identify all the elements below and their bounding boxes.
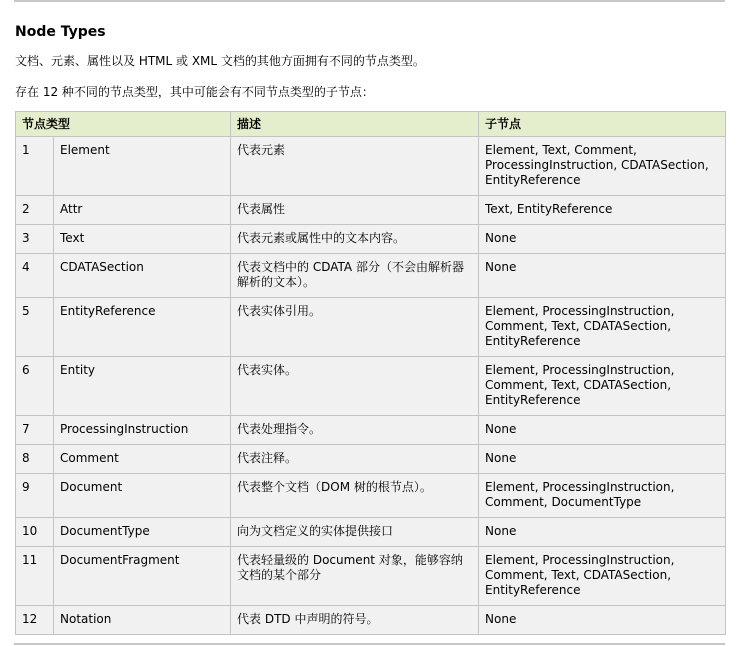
count-paragraph: 存在 12 种不同的节点类型，其中可能会有不同节点类型的子节点： [15,85,374,99]
row-description: 代表元素或属性中的文本内容。 [231,225,479,254]
section-heading: Node Types [15,24,106,40]
row-description: 代表元素 [231,137,479,196]
row-description: 向为文档定义的实体提供接口 [231,518,479,547]
row-type: DocumentFragment [54,547,231,606]
table-row [16,416,726,445]
header-children: 子节点 [479,112,726,137]
row-children: None [479,225,726,254]
row-number: 2 [16,196,54,225]
table-row [16,606,726,635]
row-type: DocumentType [54,518,231,547]
row-children: Element, ProcessingInstruction, Comment, Text, CDATASection, EntityReference [479,547,726,606]
row-children: None [479,518,726,547]
row-number: 3 [16,225,54,254]
row-description: 代表整个文档（DOM 树的根节点）。 [231,474,479,518]
row-type: CDATASection [54,254,231,298]
table-row [16,547,726,606]
row-type: Comment [54,445,231,474]
row-type: Attr [54,196,231,225]
row-description: 代表 DTD 中声明的符号。 [231,606,479,635]
row-children: None [479,416,726,445]
row-children: None [479,606,726,635]
row-children: Element, Text, Comment, ProcessingInstruction, CDATASection, EntityReference [479,137,726,196]
row-children: Element, ProcessingInstruction, Comment, DocumentType [479,474,726,518]
row-children: Element, ProcessingInstruction, Comment, Text, CDATASection, EntityReference [479,357,726,416]
row-number: 7 [16,416,54,445]
row-number: 12 [16,606,54,635]
row-number: 1 [16,137,54,196]
row-children: None [479,445,726,474]
row-type: EntityReference [54,298,231,357]
row-number: 5 [16,298,54,357]
table-row [16,518,726,547]
bottom-divider [14,643,725,645]
row-type: ProcessingInstruction [54,416,231,445]
row-description: 代表实体。 [231,357,479,416]
row-description: 代表处理指令。 [231,416,479,445]
row-description: 代表轻量级的 Document 对象，能够容纳文档的某个部分 [231,547,479,606]
table-row [16,445,726,474]
row-children: Element, ProcessingInstruction, Comment, Text, CDATASection, EntityReference [479,298,726,357]
table-row [16,474,726,518]
node-types-table [15,111,726,635]
table-row [16,137,726,196]
row-type: Entity [54,357,231,416]
table-row [16,357,726,416]
row-description: 代表文档中的 CDATA 部分（不会由解析器解析的文本）。 [231,254,479,298]
intro-paragraph: 文档、元素、属性以及 HTML 或 XML 文档的其他方面拥有不同的节点类型。 [15,54,425,68]
row-type: Text [54,225,231,254]
row-children: Text, EntityReference [479,196,726,225]
header-description: 描述 [231,112,479,137]
row-number: 8 [16,445,54,474]
row-description: 代表注释。 [231,445,479,474]
row-number: 9 [16,474,54,518]
table-row [16,254,726,298]
row-type: Document [54,474,231,518]
row-number: 6 [16,357,54,416]
table-header-row [16,112,726,137]
header-node-type: 节点类型 [16,112,231,137]
table-row [16,225,726,254]
top-divider [14,0,725,2]
row-description: 代表属性 [231,196,479,225]
row-number: 10 [16,518,54,547]
row-number: 4 [16,254,54,298]
row-children: None [479,254,726,298]
row-description: 代表实体引用。 [231,298,479,357]
table-row [16,298,726,357]
row-number: 11 [16,547,54,606]
table-row [16,196,726,225]
row-type: Notation [54,606,231,635]
row-type: Element [54,137,231,196]
